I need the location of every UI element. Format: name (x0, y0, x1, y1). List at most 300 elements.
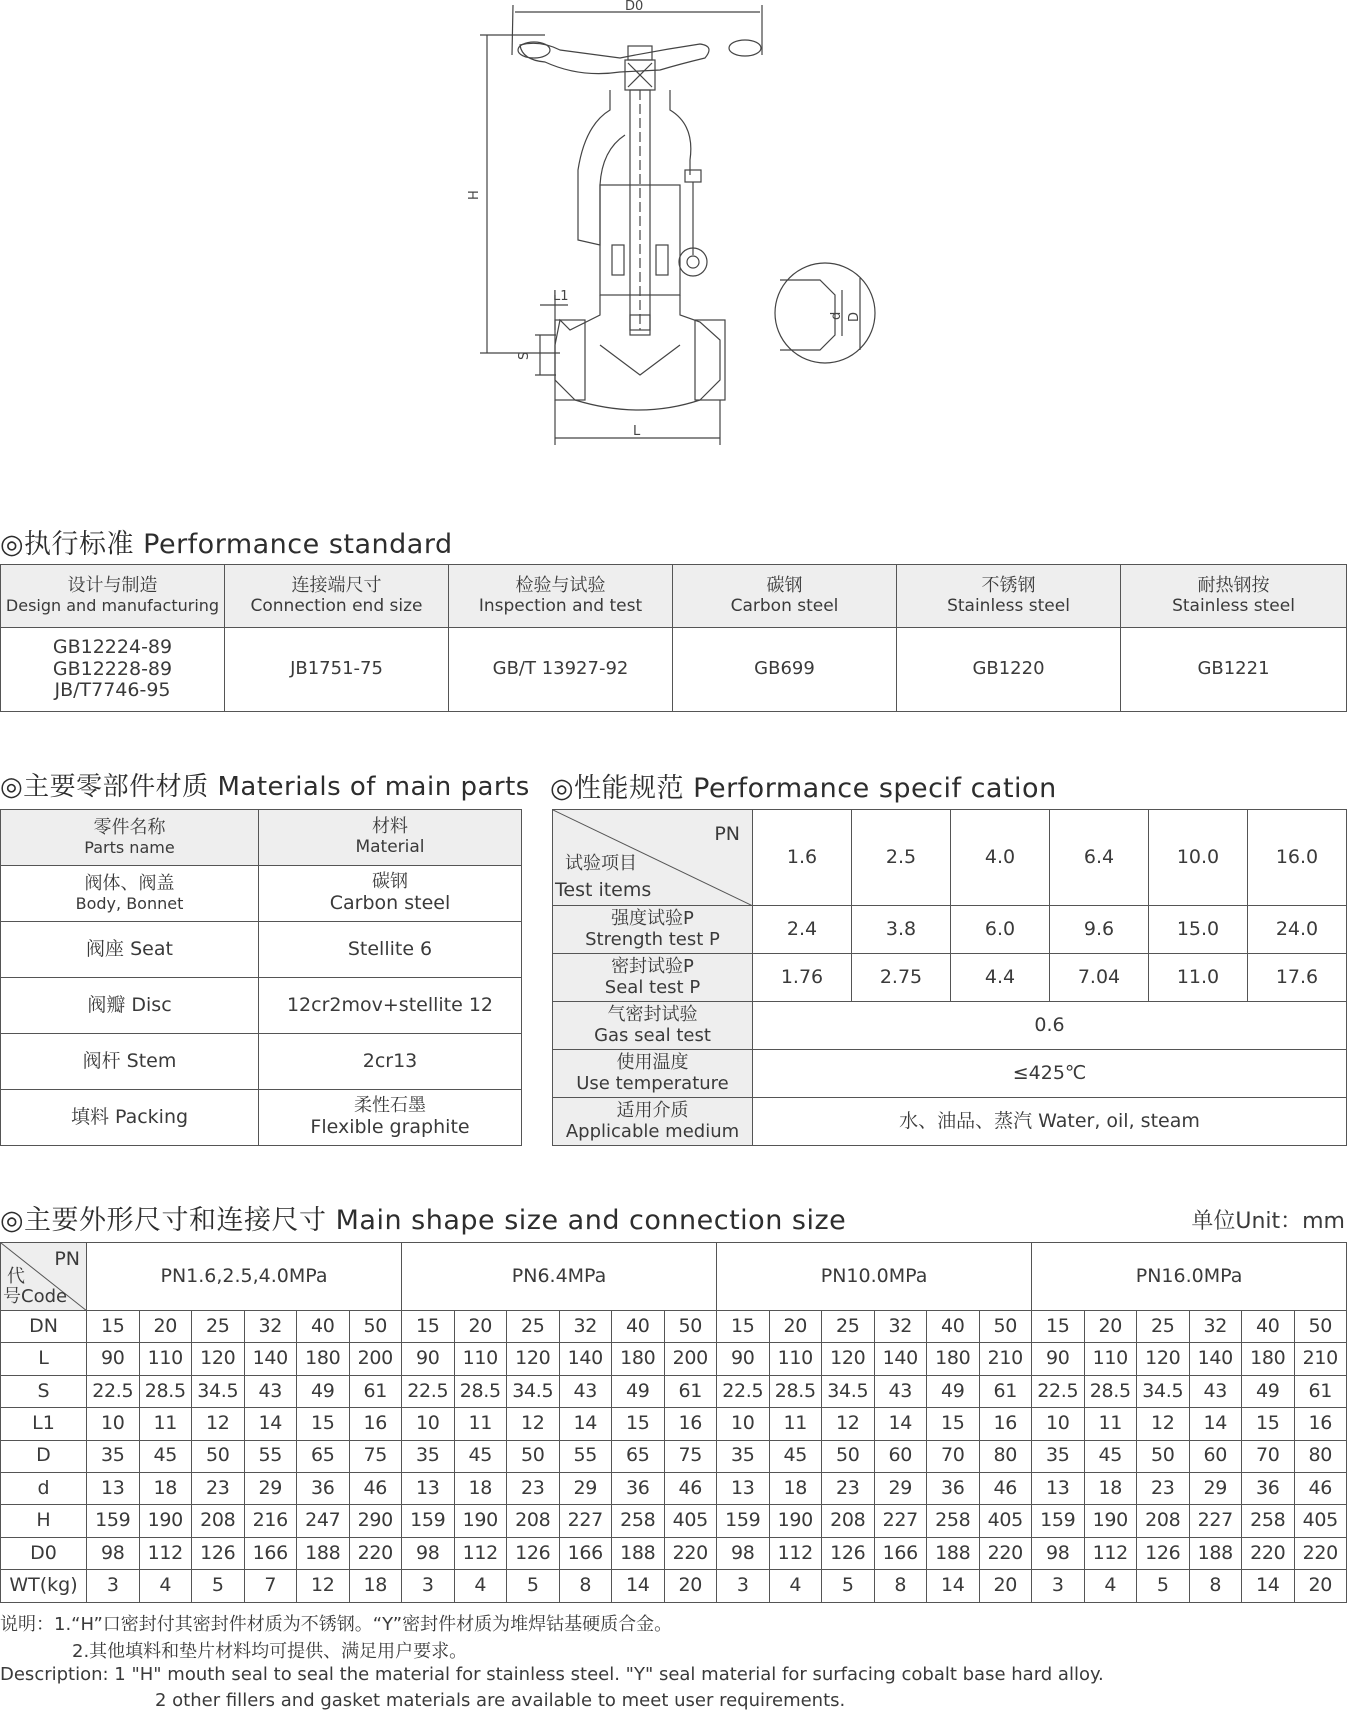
dimension-cell: 10 (717, 1408, 770, 1440)
dimension-cell: 23 (507, 1472, 560, 1504)
dimension-row (1, 1408, 1347, 1440)
stainless-steel-standard: GB1220 (897, 628, 1121, 712)
dimension-cell: 120 (192, 1343, 245, 1375)
use-temperature-value: ≤425℃ (753, 1050, 1347, 1098)
dimension-cell: 13 (87, 1472, 140, 1504)
gas-seal-value: 0.6 (753, 1002, 1347, 1050)
part-seat: 阀座 Seat (1, 922, 259, 978)
dimension-cell: 65 (297, 1440, 350, 1472)
strength-value: 9.6 (1050, 906, 1149, 954)
dimension-cell: 18 (349, 1570, 402, 1602)
shape-size-table (0, 1242, 1347, 1603)
dim-label-h: H (467, 190, 482, 200)
dimension-cell: 4 (454, 1570, 507, 1602)
row-code-label: S (1, 1375, 87, 1407)
seal-value: 11.0 (1149, 954, 1248, 1002)
dimension-cell: 190 (454, 1505, 507, 1537)
connection-standard: JB1751-75 (225, 628, 449, 712)
dimension-cell: 14 (874, 1408, 927, 1440)
dimension-cell: 46 (349, 1472, 402, 1504)
dimension-cell: 29 (559, 1472, 612, 1504)
dimension-cell: 220 (664, 1537, 717, 1569)
dimension-cell: 405 (664, 1505, 717, 1537)
dimension-cell: 60 (1189, 1440, 1242, 1472)
note-line-1: 说明：1.“H”口密封付其密封件材质为不锈钢。“Y”密封件材质为堆焊钴基硬质合金。 (0, 1614, 673, 1635)
dimension-cell: 4 (1084, 1570, 1137, 1602)
shape-rows (1, 1311, 1347, 1603)
dimension-cell: 4 (769, 1570, 822, 1602)
dimension-cell: 200 (349, 1343, 402, 1375)
dimension-cell: 180 (1242, 1343, 1295, 1375)
dimension-cell: 14 (244, 1408, 297, 1440)
dimension-cell: 45 (769, 1440, 822, 1472)
pn-1-6: 1.6 (753, 810, 852, 906)
dimension-cell: 15 (927, 1408, 980, 1440)
dimension-cell: 188 (297, 1537, 350, 1569)
dimension-cell: 216 (244, 1505, 297, 1537)
dimension-cell: 180 (612, 1343, 665, 1375)
note-line-2: 2.其他填料和垫片材料均可提供、满足用户要求。 (72, 1641, 468, 1662)
strength-test-label: 强度试验P Strength test P (553, 906, 753, 954)
dimension-cell: 40 (297, 1311, 350, 1343)
dimension-cell: 208 (822, 1505, 875, 1537)
dimension-cell: 227 (559, 1505, 612, 1537)
material-seat: Stellite 6 (259, 922, 522, 978)
dimension-cell: 4 (139, 1570, 192, 1602)
dimension-cell: 80 (1294, 1440, 1347, 1472)
part-disc: 阀瓣 Disc (1, 978, 259, 1034)
pn-6-4: 6.4 (1050, 810, 1149, 906)
dimension-cell: 210 (979, 1343, 1032, 1375)
dimension-cell: 18 (139, 1472, 192, 1504)
material-disc: 12cr2mov+stellite 12 (259, 978, 522, 1034)
dimension-cell: 61 (349, 1375, 402, 1407)
dimension-row (1, 1570, 1347, 1602)
dimension-cell: 166 (244, 1537, 297, 1569)
dimension-cell: 190 (1084, 1505, 1137, 1537)
dimension-cell: 22.5 (402, 1375, 455, 1407)
dimension-cell: 49 (1242, 1375, 1295, 1407)
pn-16-0: 16.0 (1248, 810, 1347, 906)
dimension-cell: 55 (559, 1440, 612, 1472)
seal-test-label: 密封试验P Seal test P (553, 954, 753, 1002)
strength-value: 15.0 (1149, 906, 1248, 954)
dimension-cell: 98 (1032, 1537, 1085, 1569)
dimension-cell: 50 (664, 1311, 717, 1343)
dimension-cell: 166 (559, 1537, 612, 1569)
dimension-cell: 20 (454, 1311, 507, 1343)
note-line-3: Description: 1 "H" mouth seal to seal the material for stainless steel. "Y" seal material for surfacing cobalt base hard alloy. (0, 1664, 1104, 1685)
dimension-cell: 32 (874, 1311, 927, 1343)
material-stem: 2cr13 (259, 1034, 522, 1090)
dimension-cell: 5 (1137, 1570, 1190, 1602)
dimension-cell: 190 (139, 1505, 192, 1537)
performance-standard-table (0, 564, 1347, 712)
dimension-cell: 43 (1189, 1375, 1242, 1407)
dimension-cell: 3 (87, 1570, 140, 1602)
dimension-cell: 220 (979, 1537, 1032, 1569)
dimension-cell: 36 (612, 1472, 665, 1504)
dimension-cell: 258 (612, 1505, 665, 1537)
dimension-cell: 3 (717, 1570, 770, 1602)
corner-test-items-zh: 试验项目 (565, 853, 637, 874)
dimension-cell: 140 (874, 1343, 927, 1375)
dimension-cell: 126 (822, 1537, 875, 1569)
shape-size-title: ◎主要外形尺寸和连接尺寸 Main shape size and connection size (0, 1205, 847, 1236)
group-pn6-4: PN6.4MPa (402, 1243, 717, 1311)
dimension-cell: 140 (559, 1343, 612, 1375)
dimension-cell: 23 (1137, 1472, 1190, 1504)
dimension-cell: 10 (402, 1408, 455, 1440)
dimension-row (1, 1472, 1347, 1504)
dimension-cell: 220 (349, 1537, 402, 1569)
dimension-cell: 227 (1189, 1505, 1242, 1537)
strength-value: 24.0 (1248, 906, 1347, 954)
dimension-cell: 11 (454, 1408, 507, 1440)
dimension-cell: 188 (927, 1537, 980, 1569)
dimension-cell: 75 (349, 1440, 402, 1472)
dimension-cell: 159 (87, 1505, 140, 1537)
seal-value: 1.76 (753, 954, 852, 1002)
dimension-cell: 16 (664, 1408, 717, 1440)
dimension-cell: 23 (192, 1472, 245, 1504)
dimension-cell: 40 (1242, 1311, 1295, 1343)
dimension-cell: 45 (1084, 1440, 1137, 1472)
dimension-cell: 13 (717, 1472, 770, 1504)
dimension-cell: 12 (297, 1570, 350, 1602)
dimension-cell: 112 (769, 1537, 822, 1569)
dimension-cell: 290 (349, 1505, 402, 1537)
dimension-cell: 11 (769, 1408, 822, 1440)
dimension-cell: 28.5 (1084, 1375, 1137, 1407)
dimension-row (1, 1537, 1347, 1569)
dimension-cell: 11 (139, 1408, 192, 1440)
dimension-cell: 11 (1084, 1408, 1137, 1440)
dimension-cell: 20 (1084, 1311, 1137, 1343)
pn-2-5: 2.5 (852, 810, 951, 906)
dimension-cell: 120 (822, 1343, 875, 1375)
dimension-cell: 50 (1137, 1440, 1190, 1472)
dimension-cell: 16 (979, 1408, 1032, 1440)
dim-label-l: L (633, 424, 641, 439)
dimension-cell: 46 (664, 1472, 717, 1504)
dimension-cell: 49 (297, 1375, 350, 1407)
dimension-cell: 25 (507, 1311, 560, 1343)
dimension-cell: 210 (1294, 1343, 1347, 1375)
performance-spec-title: ◎性能规范 Performance specif cation (550, 773, 1057, 804)
shape-corner-code-zh: 代 (7, 1266, 25, 1287)
dimension-cell: 50 (979, 1311, 1032, 1343)
heat-resistant-standard: GB1221 (1121, 628, 1347, 712)
dimension-cell: 45 (454, 1440, 507, 1472)
row-code-label: D0 (1, 1537, 87, 1569)
dimension-cell: 28.5 (454, 1375, 507, 1407)
dimension-cell: 140 (244, 1343, 297, 1375)
materials-header-material: 材料 Material (259, 810, 522, 866)
dimension-cell: 50 (192, 1440, 245, 1472)
dimension-cell: 405 (1294, 1505, 1347, 1537)
dimension-cell: 61 (1294, 1375, 1347, 1407)
dimension-cell: 25 (822, 1311, 875, 1343)
dimension-cell: 20 (139, 1311, 192, 1343)
header-inspection: 检验与试验 Inspection and test (449, 565, 673, 628)
dimension-cell: 8 (874, 1570, 927, 1602)
dimension-cell: 5 (192, 1570, 245, 1602)
row-code-label: WT(kg) (1, 1570, 87, 1602)
dimension-cell: 190 (769, 1505, 822, 1537)
dimension-cell: 12 (192, 1408, 245, 1440)
dimension-cell: 50 (1294, 1311, 1347, 1343)
dimension-cell: 29 (1189, 1472, 1242, 1504)
corner-test-items-en: Test items (555, 879, 652, 901)
dimension-cell: 15 (87, 1311, 140, 1343)
dimension-cell: 188 (612, 1537, 665, 1569)
dimension-cell: 166 (874, 1537, 927, 1569)
dimension-cell: 20 (979, 1570, 1032, 1602)
dimension-cell: 8 (1189, 1570, 1242, 1602)
dimension-cell: 188 (1189, 1537, 1242, 1569)
dimension-cell: 200 (664, 1343, 717, 1375)
dimension-cell: 159 (717, 1505, 770, 1537)
dimension-cell: 110 (1084, 1343, 1137, 1375)
header-heat-resistant: 耐热钢按 Stainless steel (1121, 565, 1347, 628)
header-stainless-steel: 不锈钢 Stainless steel (897, 565, 1121, 628)
dimension-cell: 29 (874, 1472, 927, 1504)
dimension-cell: 258 (927, 1505, 980, 1537)
shape-corner-pn: PN (54, 1248, 80, 1270)
dimension-cell: 36 (297, 1472, 350, 1504)
dimension-cell: 140 (1189, 1343, 1242, 1375)
dimension-cell: 12 (507, 1408, 560, 1440)
row-code-label: L1 (1, 1408, 87, 1440)
dimension-cell: 112 (139, 1537, 192, 1569)
row-code-label: d (1, 1472, 87, 1504)
performance-standard-title: ◎执行标准 Performance standard (0, 529, 453, 560)
dimension-cell: 60 (874, 1440, 927, 1472)
dimension-cell: 208 (192, 1505, 245, 1537)
dimension-cell: 70 (927, 1440, 980, 1472)
header-carbon-steel: 碳钢 Carbon steel (673, 565, 897, 628)
dimension-cell: 14 (1242, 1570, 1295, 1602)
shape-corner-cell (1, 1243, 87, 1311)
dimension-cell: 70 (1242, 1440, 1295, 1472)
dimension-cell: 23 (822, 1472, 875, 1504)
dim-label-d-large: D (847, 311, 862, 322)
dimension-cell: 15 (297, 1408, 350, 1440)
dimension-cell: 180 (927, 1343, 980, 1375)
dimension-cell: 13 (402, 1472, 455, 1504)
spec-corner-cell (553, 810, 753, 906)
carbon-steel-standard: GB699 (673, 628, 897, 712)
dimension-cell: 16 (1294, 1408, 1347, 1440)
dim-label-d0: D0 (625, 0, 644, 14)
dimension-cell: 247 (297, 1505, 350, 1537)
dimension-cell: 18 (454, 1472, 507, 1504)
dimension-row (1, 1375, 1347, 1407)
dimension-cell: 28.5 (139, 1375, 192, 1407)
materials-title: ◎主要零部件材质 Materials of main parts (0, 772, 530, 802)
dimension-cell: 208 (507, 1505, 560, 1537)
row-code-label: H (1, 1505, 87, 1537)
dimension-cell: 3 (402, 1570, 455, 1602)
dimension-cell: 258 (1242, 1505, 1295, 1537)
dimension-cell: 208 (1137, 1505, 1190, 1537)
dimension-cell: 35 (87, 1440, 140, 1472)
dimension-cell: 227 (874, 1505, 927, 1537)
design-standards: GB12224-89 GB12228-89 JB/T7746-95 (1, 628, 225, 712)
dimension-cell: 43 (244, 1375, 297, 1407)
dimension-cell: 20 (664, 1570, 717, 1602)
dimension-cell: 32 (244, 1311, 297, 1343)
dimension-cell: 12 (822, 1408, 875, 1440)
dimension-row (1, 1343, 1347, 1375)
dimension-cell: 98 (87, 1537, 140, 1569)
dimension-cell: 28.5 (769, 1375, 822, 1407)
dimension-cell: 5 (822, 1570, 875, 1602)
dim-label-s: S (517, 351, 532, 360)
dimension-cell: 112 (1084, 1537, 1137, 1569)
materials-header-part: 零件名称 Parts name (1, 810, 259, 866)
dimension-cell: 220 (1242, 1537, 1295, 1569)
dimension-cell: 34.5 (507, 1375, 560, 1407)
dimension-cell: 90 (717, 1343, 770, 1375)
dimension-cell: 35 (717, 1440, 770, 1472)
dimension-cell: 16 (349, 1408, 402, 1440)
dimension-cell: 34.5 (1137, 1375, 1190, 1407)
dimension-cell: 110 (139, 1343, 192, 1375)
dimension-cell: 159 (1032, 1505, 1085, 1537)
dimension-cell: 22.5 (87, 1375, 140, 1407)
part-packing: 填料 Packing (1, 1090, 259, 1146)
corner-pn: PN (714, 823, 740, 845)
dimension-cell: 45 (139, 1440, 192, 1472)
dimension-cell: 29 (244, 1472, 297, 1504)
dimension-cell: 55 (244, 1440, 297, 1472)
shape-corner-code: 号Code (3, 1286, 68, 1307)
dimension-cell: 49 (927, 1375, 980, 1407)
gas-seal-label: 气密封试验 Gas seal test (553, 1002, 753, 1050)
dimension-cell: 10 (87, 1408, 140, 1440)
dimension-cell: 126 (192, 1537, 245, 1569)
material-body-bonnet: 碳钢 Carbon steel (259, 866, 522, 922)
dimension-cell: 34.5 (822, 1375, 875, 1407)
seal-value: 7.04 (1050, 954, 1149, 1002)
dimension-cell: 43 (559, 1375, 612, 1407)
group-pn10-0: PN10.0MPa (717, 1243, 1032, 1311)
use-temperature-label: 使用温度 Use temperature (553, 1050, 753, 1098)
dimension-cell: 98 (402, 1537, 455, 1569)
header-connection: 连接端尺寸 Connection end size (225, 565, 449, 628)
dimension-cell: 110 (769, 1343, 822, 1375)
dimension-cell: 90 (402, 1343, 455, 1375)
dimension-cell: 110 (454, 1343, 507, 1375)
dimension-row (1, 1311, 1347, 1343)
valve-drawing (460, 0, 900, 450)
dimension-cell: 25 (1137, 1311, 1190, 1343)
dimension-cell: 120 (1137, 1343, 1190, 1375)
dimension-cell: 15 (612, 1408, 665, 1440)
row-code-label: DN (1, 1311, 87, 1343)
dimension-cell: 18 (769, 1472, 822, 1504)
dimension-cell: 15 (1032, 1311, 1085, 1343)
dimension-cell: 46 (979, 1472, 1032, 1504)
dim-label-d-small: d (829, 311, 844, 320)
dimension-cell: 34.5 (192, 1375, 245, 1407)
dimension-cell: 15 (1242, 1408, 1295, 1440)
materials-table (0, 809, 522, 1146)
dimension-cell: 40 (927, 1311, 980, 1343)
strength-value: 3.8 (852, 906, 951, 954)
dimension-cell: 12 (1137, 1408, 1190, 1440)
dimension-cell: 8 (559, 1570, 612, 1602)
dimension-cell: 32 (559, 1311, 612, 1343)
dimension-cell: 35 (402, 1440, 455, 1472)
dimension-cell: 61 (979, 1375, 1032, 1407)
dimension-cell: 61 (664, 1375, 717, 1407)
dimension-cell: 43 (874, 1375, 927, 1407)
dimension-row (1, 1440, 1347, 1472)
applicable-medium-label: 适用介质 Applicable medium (553, 1098, 753, 1146)
seal-value: 2.75 (852, 954, 951, 1002)
header-design: 设计与制造 Design and manufacturing (1, 565, 225, 628)
dimension-cell: 46 (1294, 1472, 1347, 1504)
dimension-cell: 126 (507, 1537, 560, 1569)
dimension-cell: 112 (454, 1537, 507, 1569)
dimension-cell: 14 (559, 1408, 612, 1440)
dimension-cell: 98 (717, 1537, 770, 1569)
dimension-cell: 3 (1032, 1570, 1085, 1602)
dimension-cell: 180 (297, 1343, 350, 1375)
dimension-cell: 13 (1032, 1472, 1085, 1504)
part-stem: 阀杆 Stem (1, 1034, 259, 1090)
dimension-cell: 25 (192, 1311, 245, 1343)
dimension-cell: 5 (507, 1570, 560, 1602)
dimension-cell: 35 (1032, 1440, 1085, 1472)
strength-value: 2.4 (753, 906, 852, 954)
dim-label-l1: L1 (553, 289, 569, 304)
dimension-cell: 32 (1189, 1311, 1242, 1343)
dimension-cell: 49 (612, 1375, 665, 1407)
group-pn1-6-2-5-4-0: PN1.6,2.5,4.0MPa (87, 1243, 402, 1311)
row-code-label: L (1, 1343, 87, 1375)
dimension-cell: 50 (822, 1440, 875, 1472)
dimension-cell: 159 (402, 1505, 455, 1537)
unit-label: 单位Unit：mm (1191, 1209, 1345, 1234)
dimension-cell: 20 (1294, 1570, 1347, 1602)
material-packing: 柔性石墨 Flexible graphite (259, 1090, 522, 1146)
pn-10-0: 10.0 (1149, 810, 1248, 906)
dimension-cell: 22.5 (717, 1375, 770, 1407)
dimension-cell: 40 (612, 1311, 665, 1343)
dimension-cell: 14 (1189, 1408, 1242, 1440)
seal-value: 17.6 (1248, 954, 1347, 1002)
dimension-cell: 75 (664, 1440, 717, 1472)
dimension-cell: 10 (1032, 1408, 1085, 1440)
seal-value: 4.4 (951, 954, 1050, 1002)
note-line-4: 2 other fillers and gasket materials are available to meet user requirements. (155, 1690, 846, 1711)
inspection-standard: GB/T 13927-92 (449, 628, 673, 712)
dimension-cell: 405 (979, 1505, 1032, 1537)
dimension-cell: 80 (979, 1440, 1032, 1472)
dimension-cell: 36 (927, 1472, 980, 1504)
row-code-label: D (1, 1440, 87, 1472)
dimension-cell: 14 (927, 1570, 980, 1602)
group-pn16-0: PN16.0MPa (1032, 1243, 1347, 1311)
part-body-bonnet: 阀体、阀盖 Body, Bonnet (1, 866, 259, 922)
dimension-cell: 120 (507, 1343, 560, 1375)
dimension-cell: 220 (1294, 1537, 1347, 1569)
dimension-cell: 50 (507, 1440, 560, 1472)
